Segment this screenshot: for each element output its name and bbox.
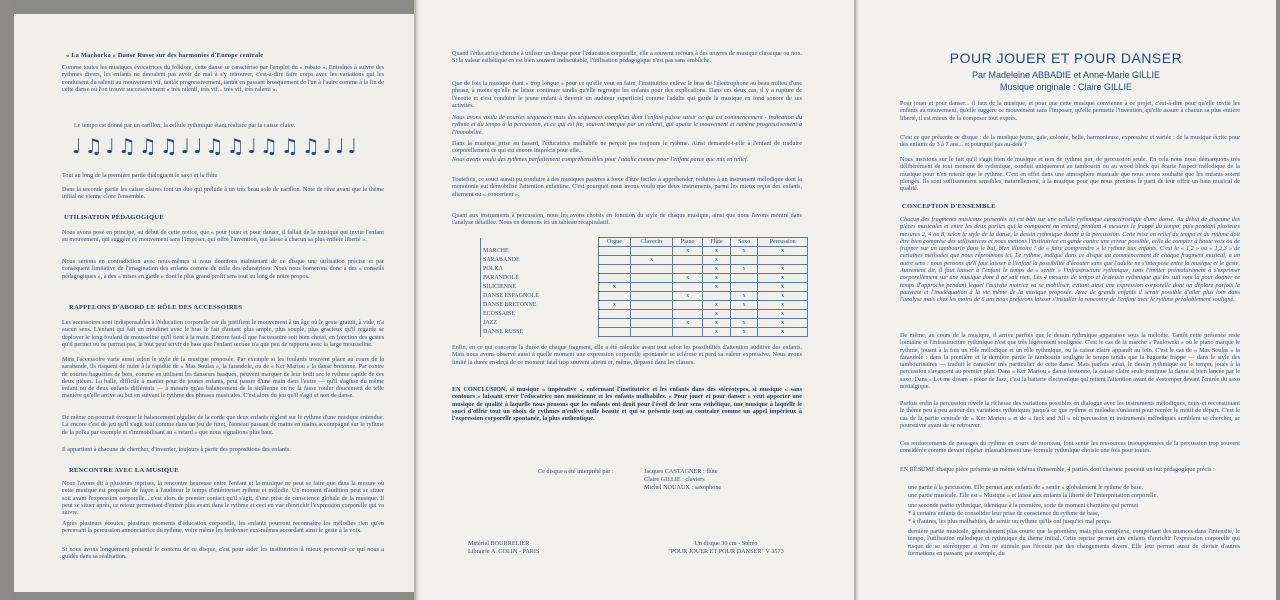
paragraph: Il appartient à chacune de chercher, d'inventer, toujours à partir des propositions des enfants. <box>62 446 291 453</box>
music-note: ♫ <box>138 134 157 158</box>
footer-publisher: Matériel BOURRELIER <box>468 540 530 547</box>
table-row <box>481 310 808 319</box>
instrument-mark-cell <box>673 301 703 310</box>
section-heading-accessoires: RAPPELONS D'ABORD LE RÔLE DES ACCESSOIRES <box>69 304 243 311</box>
music-credit: Musique originale : Claire GILLIE <box>999 82 1133 92</box>
authors-line: Par Madeleine ABBADIE et Anne-Marie GILLIE <box>971 70 1161 80</box>
instrument-mark-cell <box>630 274 672 283</box>
music-note: ♫ <box>301 134 320 158</box>
section-heading-conception: CONCEPTION D'ENSEMBLE <box>902 203 996 210</box>
dance-name-cell: DANSE RUSSE <box>481 328 599 337</box>
table-header-cell: Flûte <box>703 238 731 247</box>
instrument-mark-cell: x <box>703 256 731 265</box>
rhythm-notation <box>72 136 357 156</box>
music-note: ♩ <box>247 134 257 158</box>
table-header-cell: Saxo <box>730 238 757 247</box>
instrument-mark-cell <box>730 256 757 265</box>
instrument-mark-cell: x <box>703 265 731 274</box>
middle-page <box>416 0 854 600</box>
paragraph: Nous avons posé en principe, au début de cette notice, que « pour jouer et pour danser, il fallait de la musique qui invite l'enfant au mouvement, qui suggère ce mouvement sans l'imposer, qui offre l'invention, qui laisse à chacun sa plus entière liberté ». <box>62 229 384 244</box>
dance-name-cell: DANSE ESPAGNOLE <box>481 292 599 301</box>
paragraph: Pour jouer et pour danser... il faut de la musique, et pour que cette musique convienne à ce projet, c'est-à-dire pour qu'elle invite les enfants au mouvement, qu'elle suggère ce mouvement sans l'imposer, qu'elle permette l'invention, qu'elle assure à chacun sa plus entière liberté, il est mieux de la composer tout exprès. <box>900 100 1240 122</box>
instrument-mark-cell <box>599 274 631 283</box>
conclusion-paragraph: EN CONCLUSION, si musique « impérative », enfermant l'institutrice et les enfants dans des stéréotypes, si musique « sans contours » laissant errer l'éducatrice non musicienne et les enfants malhabiles. « Pour jouer et pour danser » veut apporter une musique de qualité à laquelle nous pensons que les enfants ont droit pour l'éveil de leur sens esthétique, une musique à laquelle le souci d'offrir tout un choix de rythmes n'enlève nulle beauté et qui se présente tout au contraire comme un appel impérieux à l'expression corporelle spontanée, la plus authentique. <box>452 386 802 423</box>
dance-name-cell: SILICIENNE <box>481 283 599 292</box>
instrument-mark-cell <box>630 283 672 292</box>
instrument-mark-cell: x <box>730 292 757 301</box>
paragraph: De même, au cours de la musique, il arrive parfois que le dessin rythmique apparaisse sous la mélodie. Tantôt cette présence reste lointaine et l'infrastructure rythmique n'est que très légèrement soulignée. C'est le cas de la marche « Paulowski » où le piano marque le rythme, jouant à la fois un rôle mélodique et un rôle rythmique, ou la caisse claire apparaît au loin. C'est le cas de « Mas Soulas » la farandole : dans la première et la dernière partie le tambourin souligne le tempo tandis que la baguette frappe — dans le style des tambourinaires — traduit le caractère très particulier de cette danse. Mais parfois aussi, le dessin rythmique ou le tempo, joués à la percussion s'avancent au premier plan. Dans « Ker Mariou » danse bretonne, la caisse claire seule continue la danse si bien lancée par le saxo. Dans « Let me dream » pièce de Jazz, c'est la batterie électronique qui retient l'attention avant de s'estomper devant l'entrée du saxo nostalgique. <box>900 332 1240 391</box>
table-row <box>481 274 808 283</box>
bullet: une partie à la percussion. Elle permet aux enfants de « sentir » globalement le rythme de base. <box>908 484 1144 491</box>
paragraph: De même on pourrait évoquer le balancement régulier de la corde que deux enfants règlent sur le rythme d'une musique entendue. Là encore c'est de jeu qu'il s'agit tout comme dans un jeu de furet, l'anneau passant de mains en mains accompagné sur le rythme de la polka par exemple et s'immobilisant au « retard » que nous signalions plus haut. <box>62 414 384 436</box>
instrument-mark-cell <box>703 292 731 301</box>
table-row <box>481 292 808 301</box>
instrument-mark-cell <box>630 328 672 337</box>
credit-line: Jacques CASTAGNER : flûte <box>644 468 718 475</box>
music-note: ♫ <box>117 134 136 158</box>
music-note: ♫ <box>280 134 299 158</box>
instrument-mark-cell: x <box>673 247 703 256</box>
paragraph: Nous insistons sur le fait qu'il s'agit bien de musique et non de rythme pur, de percussion seule. En cela nous nous démarquons très délibérément de tout moment de rythmique, conduit uniquement au tambourin ou au wood block qui écarte l'aspect mélodique de la musique pour n'en retenir que le rythme. C'est en effet dans une atmosphère musicale que nous avons souhaité que les enfants soient plongés. Ils sont suffisamment sensibles, naturellement, à la musique pour que nous prenions le parti de leur offrir un bain musical de qualité. <box>900 156 1240 193</box>
bullet: une partie musicale. Elle est « Musique » et laisse aux enfants la liberté de l'interprétation corporelle. <box>908 492 1158 499</box>
table-header-cell: Orgue <box>599 238 631 247</box>
paragraph-italic: Nous avons voulu des rythmes parfaitement compréhensibles pour l'adulte comme pour l'enfant parce que mis en relief. <box>452 156 749 163</box>
instrument-mark-cell: x <box>758 274 808 283</box>
paragraph: Dans la musique prise au hasard, l'éducatrice malhabile ne perçoit pas toujours le rythme. Ainsi demande-t-elle à l'enfant de traduire corporellement ce qui est encore imprécis pour elle... <box>452 140 802 155</box>
table-header-cell: Piano <box>673 238 703 247</box>
instrument-mark-cell <box>599 328 631 337</box>
footer-record: Un disque 30 cm - Stéréo <box>694 540 758 547</box>
music-note: ♩ <box>322 134 333 158</box>
paragraph: Tout au long de la première partie dialoguent le saxo et la flûte <box>62 172 218 179</box>
paragraph: C'est ce que présente ce disque : de la musique jeune, gaie, colorée, belle, harmonieuse, expressive et variée : de la musique écrite pour des enfants de 3 à 7 ans... et pourquoi pas au-delà ? <box>900 134 1240 149</box>
instrument-mark-cell: x <box>758 265 808 274</box>
instrument-mark-cell: x <box>630 256 672 265</box>
table-row <box>481 301 808 310</box>
music-note: ♩ <box>180 134 191 158</box>
instrument-mark-cell: x <box>758 292 808 301</box>
section-heading-utilisation: UTILISATION PÉDAGOGIQUE <box>64 214 164 221</box>
right-page <box>856 0 1276 600</box>
footer-record: "POUR JOUER ET POUR DANSER" V 3573 <box>668 548 784 555</box>
paragraph: Si nous avons longuement présenté le contenu de ce disque, c'est pour aider les institutrices à mieux percevoir ce qui nous a guidés dans sa réalisation. <box>62 546 384 561</box>
instrument-mark-cell <box>730 274 757 283</box>
table-row <box>481 256 808 265</box>
music-note: ♩ <box>335 134 345 158</box>
instrument-mark-cell: x <box>758 301 808 310</box>
dance-name-cell: DANSE BRETONNE <box>481 301 599 310</box>
music-note: ♫ <box>226 134 245 158</box>
table-header-row <box>481 238 808 247</box>
instrument-mark-cell <box>730 310 757 319</box>
music-note: ♫ <box>84 134 103 158</box>
instrument-mark-cell <box>673 265 703 274</box>
left-page <box>14 14 414 592</box>
paragraph: Comme toutes les musiques évocatrices du folklore, cette danse se caractérise par l'emploi du « rubato ». Entraînés à suivre des rythmes divers, les enfants ne devraient pas avoir de mal à s'y retrouver, c'est-à-dire faire corps avec les variations qui les conduisent du ralenti au mouvement vif, tantôt progressivement, tantôt en passant brusquement de l'un à l'autre comme à la fin de cette danse où l'on trouve successivement « très ralenti, très vif... très vif, très ralenti ». <box>62 64 384 93</box>
paragraph: Mais l'accessoire varie aussi selon le style de la musique proposée. Par exemple si les foulards trouvent place au cours de la sarabande, ils risquent de nuire à la rapidité de « Mas Soulas », la farandole, ou de « Ker Mariou » la danse bretonne. Par contre de courtes baguettes de bois, comme en utilisent les danseurs basques, peuvent marquer de leur bruit sec le rythme rapide de ces deux pièces. La balle, difficile à manier pour de jeunes enfants, peut passer d'une main dans l'autre — qu'il s'agisse du même enfant ou de deux enfants différents — à mesure qu'au balancement de la sicilienne on ne la fasse rouler doucement de telle manière qu'elle arrive au but en suivant le rythme des phrases musicales. C'est alors du jeu qu'il s'agit et non de danse. <box>62 356 384 400</box>
music-note: ♫ <box>159 134 178 158</box>
instrument-mark-cell: x <box>758 319 808 328</box>
credits-intro: Ce disque a été interprété par : <box>538 468 614 475</box>
summary-intro: EN RÉSUMÉ chaque pièce présente un même schéma d'ensemble, 4 parties dont chacune poursuit un but pédagogique précis : <box>900 466 1215 473</box>
instrument-mark-cell: x <box>599 301 631 310</box>
instrument-mark-cell: x <box>730 319 757 328</box>
instrument-mark-cell <box>599 247 631 256</box>
paragraph: Nous serions en contradiction avec nous-mêmes si nous donnions maintenant de ce disque une utilisation précise et par conséquent limitative de l'imagination des enfants comme de celle des éducatrices. Nous nous bornerons donc à des « conseils pédagogiques », à des « mises en garde » dont le plus grand profit sera tout au long de notre propos. <box>62 258 384 280</box>
dance-name-cell: MARCHE <box>481 247 599 256</box>
paragraph: Parfois enfin la percussion révèle la richesse des variations possibles en dialogue avec les instruments mélodiques, ceux-ci reconstituant le thème peu à peu autour des variations rythmiques jusqu'à ce que rythme et mélodie s'unissent pour recréer le motif de départ. C'est le cas de la partie centrale de « Ker Mariou » et de « Jack and Jill » où percussion et instruments mélodiques semblent se chercher, se poursuivre avant de se retrouver. <box>900 400 1240 429</box>
credit-line: Claire GILLIE : claviers <box>644 476 705 483</box>
dance-name-cell: ECOSSAISE <box>481 310 599 319</box>
paragraph: Quant aux instruments à percussion, nous les avons choisis en fonction du style de chaque musique, ainsi que nous l'avons montré dans l'analyse détaillée. Nous en donnons ici un tableau récapitulatif. <box>452 212 802 227</box>
instrument-mark-cell <box>599 310 631 319</box>
music-note: ♩ <box>105 134 115 158</box>
instrument-mark-cell: x <box>758 328 808 337</box>
instrument-mark-cell: x <box>758 310 808 319</box>
paragraph: Enfin, en ce qui concerne la durée de chaque fragment, elle a été calculée avant tout selon les possibilités d'attention auditive des enfants. Mais nous avons observé aussi à quelle moment une expression corporelle spontanée se sclérose et perd sa valeur expressive. Nous avons limité la durée en-deçà de ce moment fatal trop souvent atteint et, même, dépassé dans les classes. <box>452 344 802 366</box>
instrument-mark-cell: x <box>730 265 757 274</box>
paragraph: Nous l'avons dit à plusieurs reprises, la rencontre heureuse entre l'enfant et la musique ne peut se faire que dans la mesure où cette musique est proposée de façon à l'auditeur le temps d'intérioriser rythme et mélodie. Un moment d'audition peut se situer soit avant l'expression corporelle... c'est alors de premier contact qu'il s'agit, d'une prise de conscience globale de la musique. Il peut se situer après, ce retour permettant d'entrer plus avant dans le rythme et ceci en vue d'enrichir l'expression corporelle qui va suivre. <box>62 480 384 517</box>
instrument-mark-cell <box>758 256 808 265</box>
instrument-mark-cell <box>599 292 631 301</box>
paragraph: Dans la seconde partie les caisse claires font un duo qui prélude à un très beau solo de carillon. Noté de rêve avant que le thème initial ne vienne clore l'ensemble. <box>62 186 384 201</box>
instrument-mark-cell <box>599 256 631 265</box>
table-header-cell <box>481 238 599 247</box>
paragraph-italic: Nous avons voulu de courtes séquences mais des séquences complètes dont l'enfant puisse saisir ce qui est commencement - indication du rythme et du tempo à la percussion, et ce qui est fin, souvent marqué par un ralenti, qui apaise le mouvement et ramène progressivement à l'immobilité. <box>452 114 802 136</box>
table-header-cell: Clavecin <box>630 238 672 247</box>
instrument-mark-cell <box>630 310 672 319</box>
credit-line: Michel NOUAUX : saxophone <box>644 484 722 491</box>
footer-publisher: Librairie A. COLIN - PARIS <box>468 548 540 555</box>
paragraph: Toutefois, ce souci aurait pu conduire à des musiques pauvres à force d'être faciles à appréhender, réduites à un instrument mélodique dont la monotonie eut démobilisé l'attention enfantine. C'est pourquoi nous avons voulu que deux instruments, parmi les mieux reçus des enfants, alternent ou « concertent ». <box>452 176 802 198</box>
bullet: * à certains enfants de consolider leur prise de conscience du rythme de base, <box>908 510 1100 517</box>
paragraph: Les accessoires sont indispensables à l'éducation corporelle car ils justifient le mouvement à un âge où le geste gratuit, à vide, n'a aucun sens. L'enfant qui fait un moulinet avec le bras le fait d'autant plus ample, plus souple, plus gracieux qu'il regarde se déployer le long foulard de mousseline qu'il tient à la main. Encore faut-il que l'accessoire soit bien choisi, en fonction des gestes qu'il permet ou ne permet pas, le tout peut servir de base que l'enfant secoue n'a que peu de rapports avec la large mousseline. <box>62 319 384 348</box>
dance-name-cell: POLKA <box>481 265 599 274</box>
instrument-mark-cell: x <box>703 310 731 319</box>
instrument-mark-cell <box>630 247 672 256</box>
instrument-mark-cell: x <box>673 319 703 328</box>
instrument-mark-cell <box>599 265 631 274</box>
instrument-mark-cell: x <box>703 283 731 292</box>
instrument-mark-cell <box>630 319 672 328</box>
music-note: ♫ <box>259 134 278 158</box>
instrument-mark-cell: x <box>730 328 757 337</box>
table-row <box>481 283 808 292</box>
music-note: ♩ <box>72 134 82 158</box>
instrument-mark-cell: x <box>758 247 808 256</box>
instrument-mark-cell <box>673 310 703 319</box>
instrument-mark-cell: x <box>703 301 731 310</box>
paragraph: Que de fois la musique étant « trop longue » pour ce qu'elle veut en faire, l'institutrice enlève le bras de l'électrophone au beau milieu d'une phrase, à moins qu'elle ne laisse continuer tandis qu'elle regroupe les enfants pour des explications. Dans ces deux cas, il y a rupture de l'écoute et c'est conduire le jeune enfant à devenir un auditeur superficiel comme l'adulte qui garde la musique en fond sonore de ses activités. <box>452 80 802 109</box>
paragraph: Le tempo est donné par un carillon, la cellule rythmique étant réalisée par la caisse claire. <box>74 122 296 129</box>
paragraph: Ces renforcements de passages du rythme en cours de morceau, font sentir les ressources insoupçonnées de la percussion trop souvent considérée comme devant répéter inlassablement une formule rythmique choisie une fois pour toutes. <box>900 440 1240 455</box>
instrument-mark-cell: x <box>673 292 703 301</box>
music-note: ♩ <box>193 134 203 158</box>
bullet: dernière partie musicale, généralement plus courte que la première, mais plus complexe, comportant des nuances dans l'intensité, le tempo, l'utilisation mélodique et rythmique du thème initial. Cette reprise permet aux enfants d'enrichir l'expression corporelle qui risque de se stéréotyper si l'on ne stimule pas l'écoute par des changements divers. Elle leur permet aussi de choisir d'autres formations en passant, par exemple, du <box>908 528 1240 557</box>
instrument-mark-cell <box>599 319 631 328</box>
music-note: ♩ <box>347 134 357 158</box>
bullet: une seconde partie rythmique, identique à la première, sorte de moment charnière qui permet <box>908 502 1139 509</box>
instrument-mark-cell: x <box>730 247 757 256</box>
paragraph: Après plusieurs écoutes, plusieurs moments d'éducation corporelle, les enfants pourront reconnaître les mélodies rien qu'en percevant la percussion annonciatrice du rythme, voire même les fredonner eux-mêmes accordant ainsi le geste à la voix. <box>62 520 384 535</box>
page-title: POUR JOUER ET POUR DANSER <box>949 50 1183 66</box>
dance-name-cell: FARANDOLE <box>481 274 599 283</box>
instrument-table <box>480 237 808 337</box>
dance-name-cell: JAZZ <box>481 319 599 328</box>
instrument-mark-cell: x <box>703 274 731 283</box>
dance-name-cell: SARABANDE <box>481 256 599 265</box>
table-row <box>481 247 808 256</box>
instrument-mark-cell: x <box>703 328 731 337</box>
instrument-mark-cell: x <box>599 283 631 292</box>
instrument-mark-cell <box>630 301 672 310</box>
instrument-mark-cell <box>673 328 703 337</box>
instrument-mark-cell <box>673 256 703 265</box>
paragraph: Quand l'éducatrice cherche à utiliser un disque pour l'éducation corporelle, elle a souvent recours à des œuvres de musique classique ou non. Si la valeur esthétique en est bien souvent indiscutable, l'utilisation pédagogique n'est pas sans embûche. <box>452 50 802 65</box>
instrument-mark-cell: x <box>703 247 731 256</box>
instrument-mark-cell <box>630 292 672 301</box>
table-row <box>481 319 808 328</box>
paragraph: Chacun des fragments musicaux présentés ici est bâti sur une cellule rythmique caractéristique d'une danse. Au début de chacune des pièces musicales et entre les deux parties qui la composent on entend, pendant 4 mesures le frappé du tempo, puis pendant plusieurs mesures 2, 4 ou 8, selon le style de la danse, le dessin rythmique donné à la percussion. Cette mise en relief du tempo et du rythme doit être bien comprise des utilisatrices et nous mettons l'institutrice en garde contre une erreur possible, celle de compter à haute voix ou de frapper sur un tambourin dans le but, bien illusoire ! de « faire comprendre » le rythme aux enfants. C'est le « 1,2 » ou « 1,2,3 » de certaines méthodes que nous réprouvons ici. Le rythme, indiqué dans ce disque au commencement de chaque fragment musical, a un autre sens : nous pensons qu'il faut laisser à l'enfant la possibilité d'écouter sans que l'adulte ne s'interpose entre la musique et le geste. Autrement dit, il faut laisser à l'enfant le temps de « sentir » l'infrastructure rythmique, sans l'inviter prématurément à s'exprimer corporellement sur une musique dont il ne sait rien. Les 4 mesures de tempo et le dessin rythmique qui les suit sont là pour donner ce temps d'approche pendant lequel l'activité motrice va se mobiliser, évitant ainsi une expression corporelle dont on déplore parfois la pauvreté et l'inadéquation à la vie même de la musique proposée. Avec de grands enfants il serait possible d'aller plus loin dans l'analyse mais chez les moins de 6 ans nous préférons laisser s'installer la rencontre de l'enfant avec le rythme préalablement souligné. <box>900 216 1240 304</box>
table-header-cell: Percussion <box>758 238 808 247</box>
instrument-mark-cell: x <box>758 283 808 292</box>
table-row <box>481 265 808 274</box>
section-heading-rencontre: RENCONTRE AVEC LA MUSIQUE <box>69 467 179 474</box>
instrument-mark-cell <box>673 283 703 292</box>
instrument-mark-cell: x <box>673 274 703 283</box>
instrument-mark-cell <box>630 265 672 274</box>
instrument-mark-cell: x <box>730 301 757 310</box>
table-row <box>481 328 808 337</box>
bullet: * à d'autres, les plus malhabiles, de sentir un rythme qu'ils ont jusqu'ici mal perçu. <box>908 518 1112 525</box>
instrument-mark-cell: x <box>703 319 731 328</box>
section-heading-machorka: « La Machorka » Danse Russe sur des harmonies d'Europe centrale <box>66 52 264 59</box>
instrument-mark-cell <box>730 283 757 292</box>
music-note: ♫ <box>205 134 224 158</box>
